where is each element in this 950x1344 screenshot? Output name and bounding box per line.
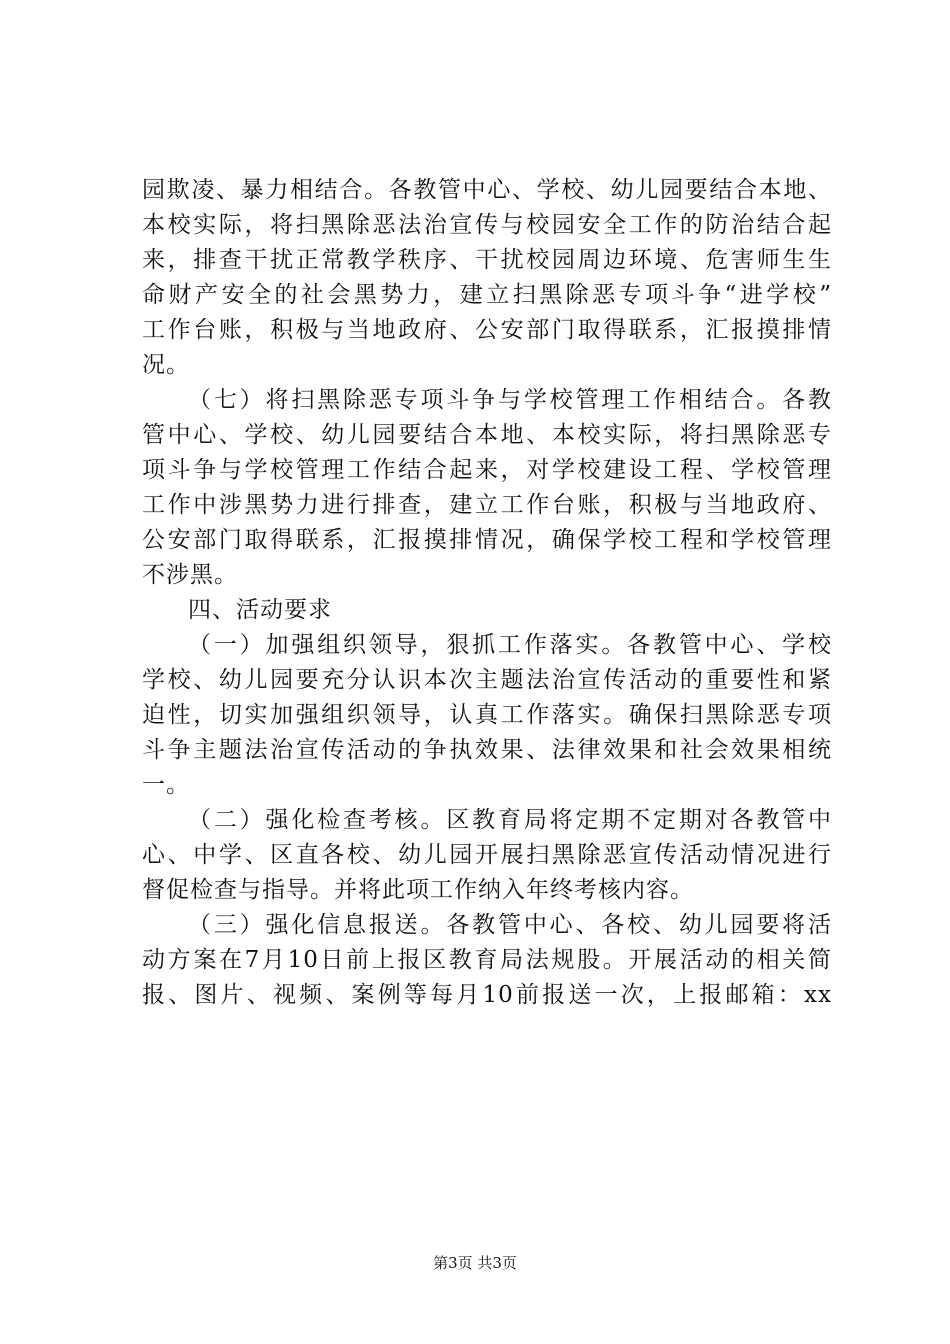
text-line: 来，排查干扰正常教学秩序、干扰校园周边环境、危害师生生	[142, 247, 832, 273]
text-line: 项斗争与学校管理工作结合起来，对学校建设工程、学校管理	[142, 457, 832, 483]
text-line: 动方案在7月10日前上报区教育局法规股。开展活动的相关简	[142, 947, 832, 973]
text-line: 学校、幼儿园要充分认识本次主题法治宣传活动的重要性和紧	[142, 667, 832, 693]
text-line: 公安部门取得联系，汇报摸排情况，确保学校工程和学校管理	[142, 527, 832, 553]
text-line: 斗争主题法治宣传活动的争执效果、法律效果和社会效果相统	[142, 737, 832, 763]
text-line: 心、中学、区直各校、幼儿园开展扫黑除恶宣传活动情况进行	[142, 842, 832, 868]
text-line: 四、活动要求	[188, 597, 332, 623]
text-line: （二）强化检查考核。区教育局将定期不定期对各教管中	[188, 807, 832, 833]
text-line: 不涉黑。	[142, 562, 238, 588]
text-line: 工作台账，积极与当地政府、公安部门取得联系，汇报摸排情	[142, 317, 832, 343]
text-line: 况。	[142, 352, 190, 378]
text-line: 一。	[142, 772, 190, 798]
text-line: （七）将扫黑除恶专项斗争与学校管理工作相结合。各教	[188, 387, 832, 413]
text-line: 报、图片、视频、案例等每月10前报送一次，上报邮箱：xx	[142, 982, 832, 1008]
text-line: （一）加强组织领导，狠抓工作落实。各教管中心、学校	[188, 632, 832, 658]
text-line: 督促检查与指导。并将此项工作纳入年终考核内容。	[142, 877, 694, 903]
text-line: 工作中涉黑势力进行排查，建立工作台账，积极与当地政府、	[142, 492, 832, 518]
text-line: 本校实际，将扫黑除恶法治宣传与校园安全工作的防治结合起	[142, 212, 832, 238]
text-line: 园欺凌、暴力相结合。各教管中心、学校、幼儿园要结合本地、	[142, 177, 832, 203]
document-body	[142, 173, 832, 1013]
page-footer: 第3页 共3页	[433, 1254, 517, 1272]
text-line: 管中心、学校、幼儿园要结合本地、本校实际，将扫黑除恶专	[142, 422, 832, 448]
text-line: （三）强化信息报送。各教管中心、各校、幼儿园要将活	[188, 912, 832, 938]
text-line: 迫性，切实加强组织领导，认真工作落实。确保扫黑除恶专项	[142, 702, 832, 728]
text-line: 命财产安全的社会黑势力，建立扫黑除恶专项斗争“进学校”	[142, 282, 832, 308]
